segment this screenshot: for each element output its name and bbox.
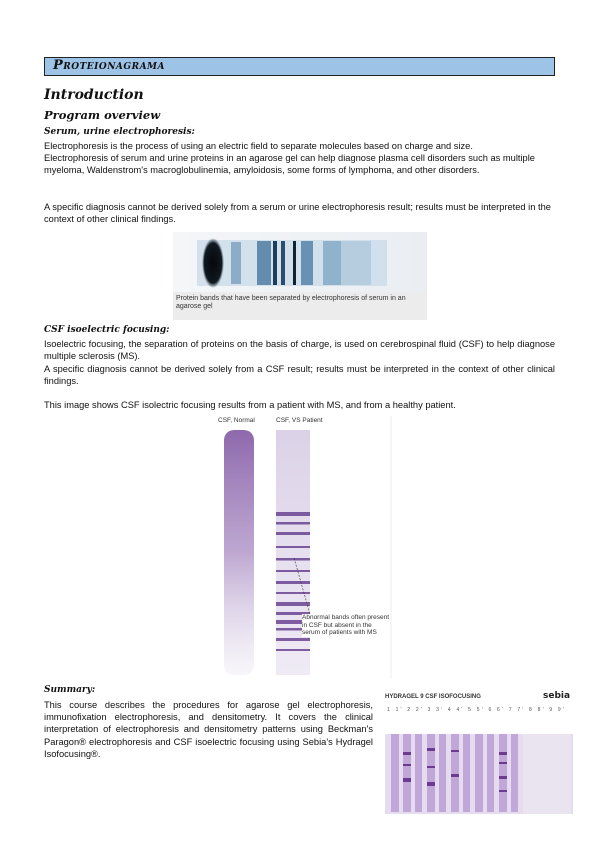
serum-heading: Serum, urine electrophoresis: [44, 127, 195, 137]
introduction-heading: Introduction [44, 87, 144, 103]
serum-paragraph-1: Electrophoresis is the process of using an electric field to separate molecules based on charge and size. [44, 141, 473, 151]
hydragel-gel-image [383, 692, 577, 816]
hydragel-lane-labels: 1 1' 2 2' 3 3' 4 4' 5 5' 6 6' 7 7' 8 8' 9 9' [387, 707, 567, 713]
csf-patient-label: CSF, VS Patient [276, 417, 323, 424]
title-bar [44, 57, 555, 76]
serum-gel-figure [173, 232, 427, 320]
page-title: Proteionagrama [53, 58, 166, 73]
serum-gel-image [173, 232, 427, 292]
hydragel-figure [383, 692, 577, 816]
csf-focusing-figure [210, 416, 392, 678]
csf-gel-image [210, 416, 392, 678]
program-overview-heading: Program overview [44, 108, 161, 122]
summary-heading: Summary: [44, 685, 96, 695]
csf-annotation: Abnormal bands often present in CSF but absent in the serum of patients with MS [302, 614, 390, 636]
summary-paragraph: This course describes the procedures for agarose gel electrophoresis, immunofixation electrophoresis, and densitometry. It covers the clinical interpretation of electrophoresis and densitometry patterns using Beckman's Paragon® electrophoresis and CSF isoelectric focusing using Sebia's Hydragel Isofocusing®. [44, 700, 373, 759]
csf-paragraph-1: Isoelectric focusing, the separation of proteins on the basis of charge, is used on cerebrospinal fluid (CSF) to help diagnose multiple sclerosis (MS). [44, 339, 555, 362]
serum-paragraph-2: Electrophoresis of serum and urine proteins in an agarose gel can help diagnose plasma cell disorders such as multiple myeloma, Waldenstrom's macroglobulinemia, amyloidosis, some forms of lymphoma, and other disorders. [44, 153, 535, 176]
csf-paragraph-2: A specific diagnosis cannot be derived solely from a CSF result; results must be interpreted in the context of other clinical findings. [44, 364, 555, 387]
hydragel-brand-logo: sebia [543, 691, 571, 701]
serum-gel-caption: Protein bands that have been separated by electrophoresis of serum in an agarose gel [176, 295, 406, 310]
csf-paragraph-3: This image shows CSF isolectric focusing results from a patient with MS, and from a healthy patient. [44, 400, 456, 410]
serum-paragraph-3: A specific diagnosis cannot be derived solely from a serum or urine electrophoresis result; results must be interpreted in the context of other clinical findings. [44, 202, 551, 225]
csf-normal-label: CSF, Normal [218, 417, 255, 424]
hydragel-title: HYDRAGEL 9 CSF ISOFOCUSING [385, 694, 481, 700]
csf-heading: CSF isoelectric focusing: [44, 325, 170, 335]
